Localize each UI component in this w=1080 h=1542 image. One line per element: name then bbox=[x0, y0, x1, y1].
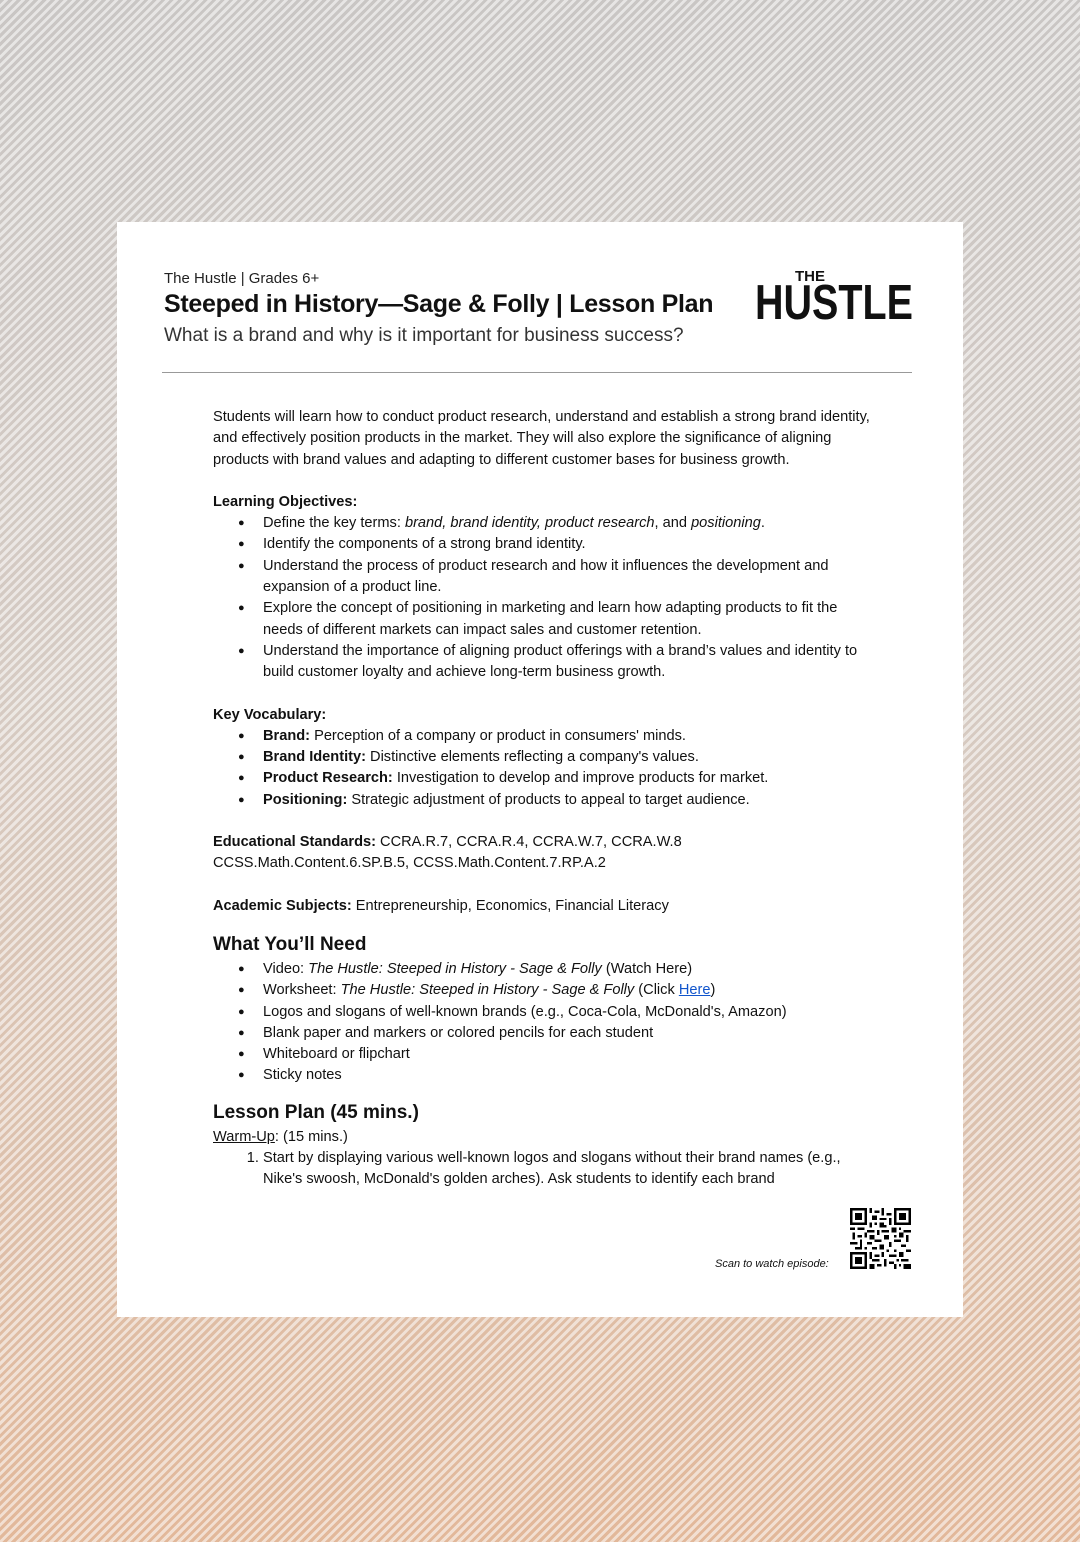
document-body bbox=[213, 407, 873, 1191]
warmup-steps bbox=[213, 1148, 873, 1191]
list-item: ● Sticky notes bbox=[263, 1065, 873, 1086]
objectives-list bbox=[213, 513, 873, 683]
page-subtitle: What is a brand and why is it important for business success? bbox=[164, 325, 684, 346]
document-page bbox=[117, 222, 963, 1317]
list-item: ● Product Research: Investigation to develop and improve products for market. bbox=[263, 768, 873, 789]
qr-code-icon[interactable] bbox=[850, 1208, 911, 1269]
the-hustle-logo bbox=[755, 266, 915, 328]
list-item: ● Brand Identity: Distinctive elements reflecting a company's values. bbox=[263, 747, 873, 768]
materials-list bbox=[213, 959, 873, 1087]
warmup-line: Warm-Up: (15 mins.) bbox=[213, 1128, 348, 1145]
logo-top-text: THE bbox=[795, 268, 825, 285]
list-item: ● Logos and slogans of well-known brands (e.g., Coca-Cola, McDonald's, Amazon) bbox=[263, 1002, 873, 1023]
objectives-label: Learning Objectives: bbox=[213, 493, 358, 510]
what-youll-need-heading: What You’ll Need bbox=[213, 933, 367, 955]
list-item: 1. Start by displaying various well-known logos and slogans without their brand names (e.g., Nike's swoosh, McDonald's golden arches). Ask students to identify each brand bbox=[263, 1148, 873, 1191]
list-item: ● Positioning: Strategic adjustment of products to appeal to target audience. bbox=[263, 790, 873, 811]
list-item: ● Define the key terms: brand, brand identity, product research, and positioning. bbox=[263, 513, 873, 534]
standards-line: Educational Standards: CCRA.R.7, CCRA.R.4, CCRA.W.7, CCRA.W.8 bbox=[213, 834, 682, 851]
lesson-plan-heading: Lesson Plan (45 mins.) bbox=[213, 1101, 419, 1123]
list-item: ● Identify the components of a strong brand identity. bbox=[263, 534, 873, 555]
page-title: Steeped in History—Sage & Folly | Lesson Plan bbox=[164, 290, 714, 318]
vocabulary-label: Key Vocabulary: bbox=[213, 706, 327, 723]
vocabulary-list bbox=[213, 726, 873, 811]
list-item: ● Blank paper and markers or colored pencils for each student bbox=[263, 1023, 873, 1044]
scan-caption: Scan to watch episode: bbox=[715, 1258, 829, 1270]
worksheet-link[interactable]: Here bbox=[678, 982, 711, 999]
intro-paragraph: Students will learn how to conduct product research, understand and establish a strong brand identity, and effectively position products in the market. They will also explore the significance of aligning products with brand values and adapting to different customer bases for business growth. bbox=[213, 409, 870, 468]
list-item: ● Explore the concept of positioning in marketing and learn how adapting products to fit the needs of different markets can impact sales and customer retention. bbox=[263, 598, 873, 641]
standards-line-2: CCSS.Math.Content.6.SP.B.5, CCSS.Math.Content.7.RP.A.2 bbox=[213, 855, 606, 872]
logo-main-text: HUSTLE bbox=[755, 276, 913, 328]
list-item: ● Video: The Hustle: Steeped in History - Sage & Folly (Watch Here) bbox=[263, 959, 873, 980]
series-line: The Hustle | Grades 6+ bbox=[164, 270, 320, 287]
list-item: ● Understand the process of product research and how it influences the development and expansion of a product line. bbox=[263, 556, 873, 599]
list-item: ● Understand the importance of aligning product offerings with a brand’s values and identity to build customer loyalty and achieve long-term business growth. bbox=[263, 641, 873, 684]
list-item: ● Worksheet: The Hustle: Steeped in History - Sage & Folly (Click Here) bbox=[263, 980, 873, 1001]
list-item: ● Brand: Perception of a company or product in consumers' minds. bbox=[263, 726, 873, 747]
subjects-line: Academic Subjects: Entrepreneurship, Economics, Financial Literacy bbox=[213, 897, 669, 914]
list-item: ● Whiteboard or flipchart bbox=[263, 1044, 873, 1065]
header-divider bbox=[162, 372, 912, 373]
